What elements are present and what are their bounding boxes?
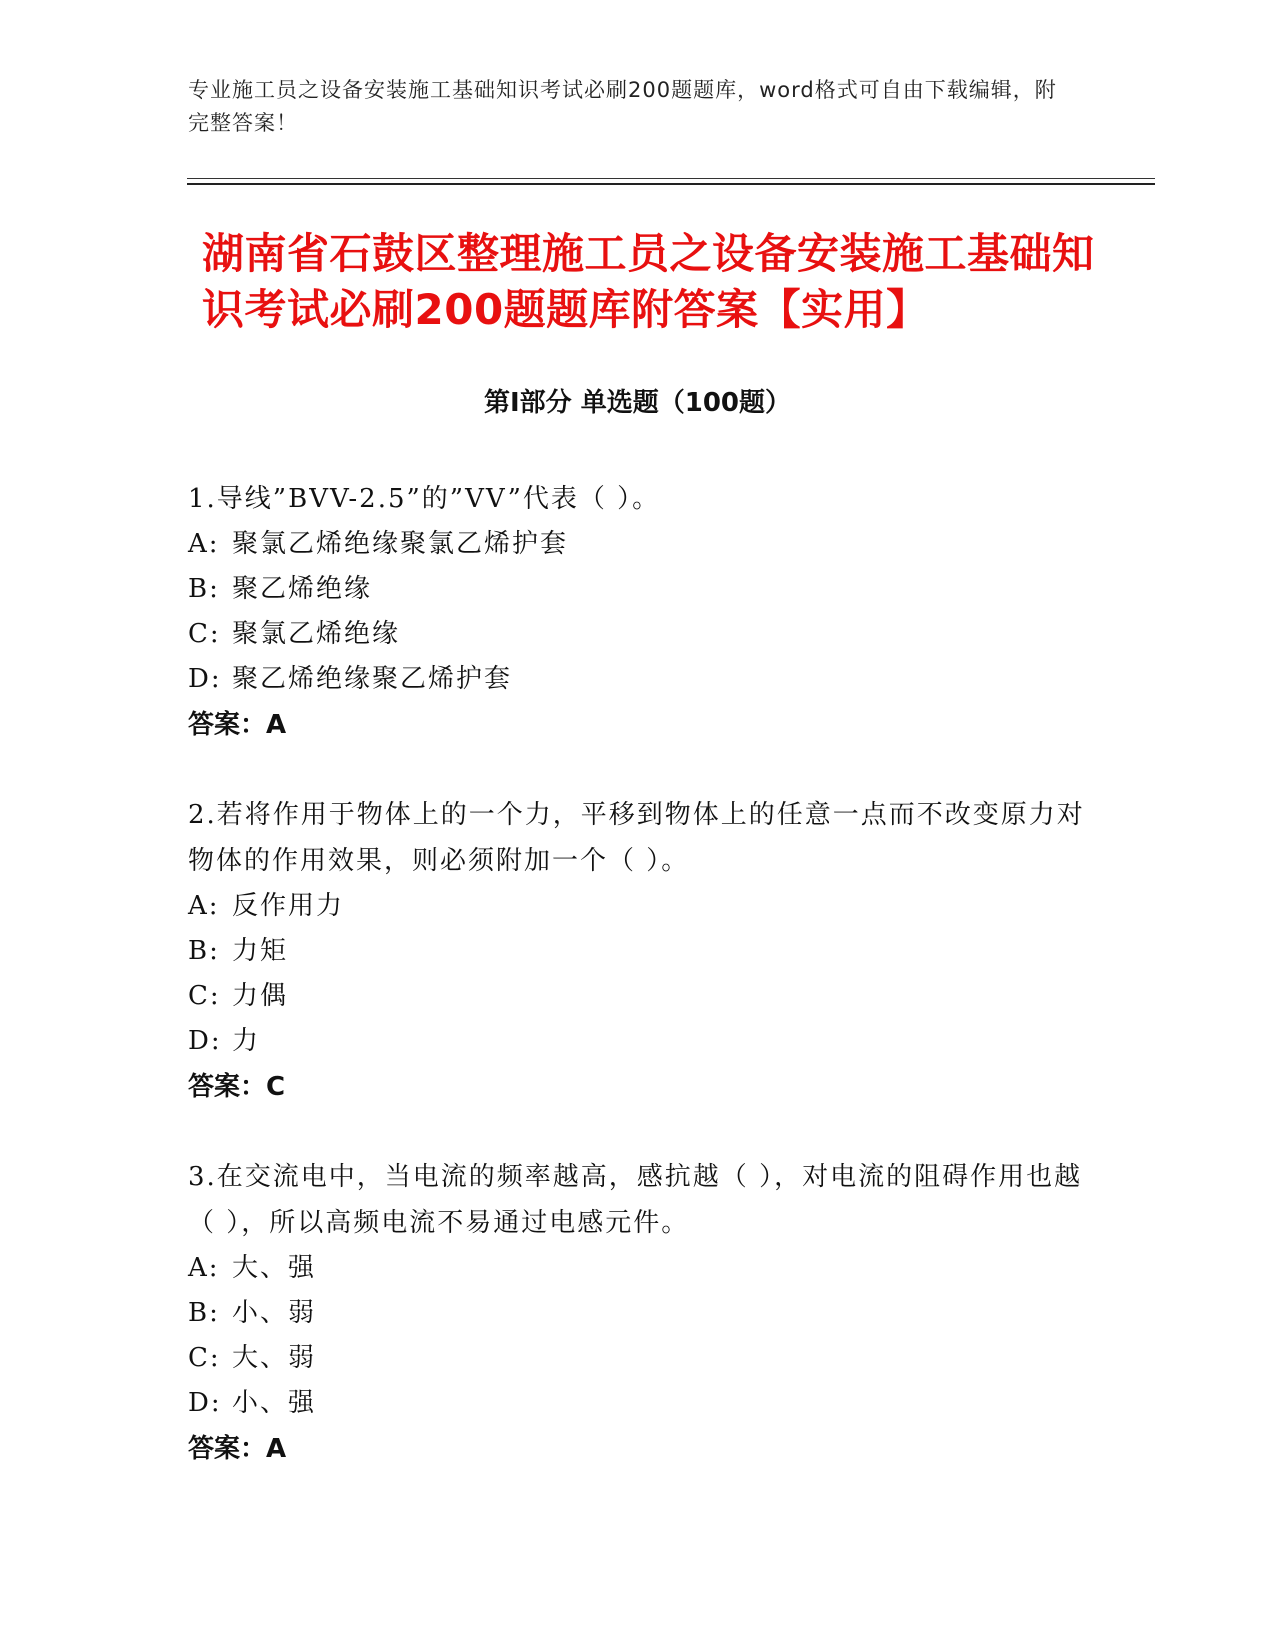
option-text: 聚氯乙烯绝缘聚氯乙烯护套 xyxy=(232,529,569,559)
option-text: 大、强 xyxy=(232,1253,317,1283)
answer-line xyxy=(188,1064,1088,1110)
option-c xyxy=(188,1336,1088,1381)
option-d xyxy=(188,1381,1088,1426)
option-letter: D: xyxy=(188,1388,222,1418)
question-1 xyxy=(188,476,1088,748)
option-b xyxy=(188,1291,1088,1336)
option-letter: A: xyxy=(188,1253,220,1283)
option-letter: A: xyxy=(188,529,220,559)
option-text: 大、弱 xyxy=(232,1343,317,1373)
option-letter: D: xyxy=(188,664,222,694)
option-text: 小、弱 xyxy=(232,1298,317,1328)
answer-prefix: 答案： xyxy=(188,1072,267,1102)
option-b xyxy=(188,929,1088,974)
answer-value: A xyxy=(266,710,287,740)
option-letter: B: xyxy=(188,1298,220,1328)
header-rule-thin xyxy=(187,178,1155,179)
question-2 xyxy=(188,792,1088,1110)
option-letter: D: xyxy=(188,1026,222,1056)
answer-prefix: 答案： xyxy=(188,1434,267,1464)
option-a xyxy=(188,884,1088,929)
option-letter: B: xyxy=(188,936,220,966)
header-rule-thick xyxy=(187,183,1155,185)
option-d xyxy=(188,657,1088,702)
option-c xyxy=(188,974,1088,1019)
question-stem: 2.若将作用于物体上的一个力，平移到物体上的任意一点而不改变原力对物体的作用效果，则必须附加一个（ ）。 xyxy=(188,800,1085,876)
answer-line xyxy=(188,702,1088,748)
option-text: 反作用力 xyxy=(232,891,345,921)
question-list xyxy=(188,476,1088,1516)
question-stem: 3.在交流电中，当电流的频率越高，感抗越（ ），对电流的阻碍作用也越（ ），所以高频电流不易通过电感元件。 xyxy=(188,1162,1083,1238)
option-c xyxy=(188,612,1088,657)
option-letter: B: xyxy=(188,574,220,604)
answer-value: C xyxy=(266,1072,286,1102)
option-text: 小、强 xyxy=(232,1388,317,1418)
option-a xyxy=(188,522,1088,567)
option-text: 力矩 xyxy=(232,936,289,966)
section-heading: 第Ⅰ部分 单选题（100题） xyxy=(484,388,791,418)
option-letter: C: xyxy=(188,981,221,1011)
option-letter: C: xyxy=(188,619,221,649)
option-b xyxy=(188,567,1088,612)
option-text: 聚乙烯绝缘聚乙烯护套 xyxy=(232,664,513,694)
option-d xyxy=(188,1019,1088,1064)
answer-value: A xyxy=(266,1434,287,1464)
answer-line xyxy=(188,1426,1088,1472)
question-3 xyxy=(188,1154,1088,1472)
answer-prefix: 答案： xyxy=(188,710,267,740)
option-letter: C: xyxy=(188,1343,221,1373)
option-text: 力 xyxy=(232,1026,261,1056)
option-text: 聚乙烯绝缘 xyxy=(232,574,373,604)
option-a xyxy=(188,1246,1088,1291)
header-note: 专业施工员之设备安装施工基础知识考试必刷200题题库，word格式可自由下载编辑，附完整答案！ xyxy=(188,78,1057,135)
document-title: 湖南省石鼓区整理施工员之设备安装施工基础知识考试必刷200题题库附答案【实用】 xyxy=(202,229,1095,334)
option-text: 力偶 xyxy=(232,981,289,1011)
question-stem: 1.导线”BVV-2.5”的”VV”代表（ ）。 xyxy=(188,484,661,514)
option-text: 聚氯乙烯绝缘 xyxy=(232,619,401,649)
option-letter: A: xyxy=(188,891,220,921)
